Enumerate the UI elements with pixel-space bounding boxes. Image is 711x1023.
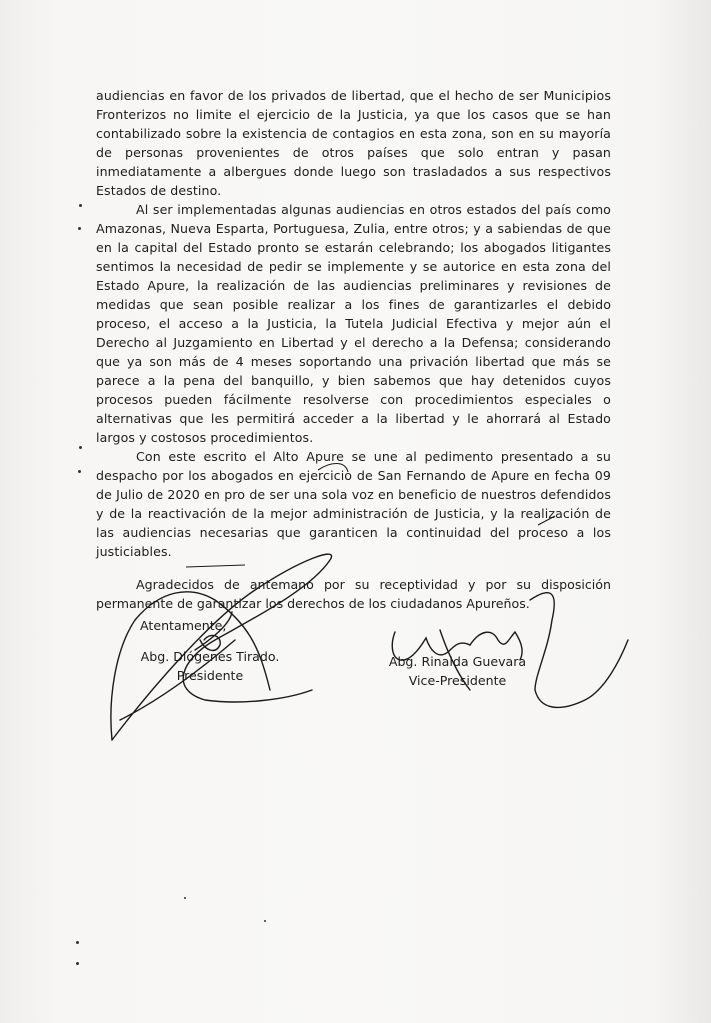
margin-mark [78, 227, 81, 230]
signature-block-president [125, 647, 295, 685]
margin-mark [184, 897, 186, 899]
paragraph-2: Al ser implementadas algunas audiencias en otros estados del país como Amazonas, Nueva Esparta, Portuguesa, Zulia, entre otros; y a sabiendas de que en la capital del Estado pronto se estarán celebrando; los abogados litigantes sentimos la necesidad de pedir se implemente y se autorice en esta zona del Estado Apure, la realización de las audiencias preliminares y revisiones de medidas que sean posible realizar a los fines de garantizarles el debido proceso, el acceso a la Justicia, la Tutela Judicial Efectiva y mejor aún el Derecho al Juzgamiento en Libertad y el derecho a la Defensa; considerando que ya son más de 4 meses soportando una privación libertad que más se parece a la pena del banquillo, y bien sabemos que hay detenidos cuyos procesos pueden fácilmente resolverse con procedimientos especiales o alternativas que les permitirá acceder a la libertad y le ahorrará al Estado largos y costosos procedimientos. [96, 202, 611, 445]
paragraph-1: audiencias en favor de los privados de libertad, que el hecho de ser Municipios Fronterizos no limite el ejercicio de la Justicia, ya que los casos que se han contabilizado sobre la existencia de contagios en esta zona, son en su mayoría de personas provenientes de otros países que solo entran y pasan inmediatamente a albergues donde luego son trasladados a sus respectivos Estados de destino. [96, 88, 611, 198]
closing-paragraph: Agradecidos de antemano por su receptividad y por su disposición permanente de garantizar los derechos de los ciudadanos Apureños. [96, 577, 611, 611]
signatory-name: Abg. Rinalda Guevara [388, 654, 527, 669]
margin-mark [264, 920, 266, 922]
margin-mark [76, 941, 79, 944]
closing-section [96, 575, 611, 635]
signatory-role: Vice-Presidente [408, 673, 507, 688]
margin-mark [76, 962, 79, 965]
signature-block-vice-president [375, 652, 540, 690]
signatory-name: Abg. Diógenes Tirado. [140, 649, 280, 664]
margin-mark [78, 470, 81, 473]
farewell: Atentamente, [140, 618, 227, 633]
document-body [96, 86, 611, 561]
signatory-role: Presidente [176, 668, 244, 683]
margin-mark [79, 204, 82, 207]
paragraph-3: Con este escrito el Alto Apure se une al pedimento presentado a su despacho por los abogados en ejercicio de San Fernando de Apure en fecha 09 de Julio de 2020 en pro de ser una sola voz en beneficio de nuestros defendidos y de la reactivación de la mejor administración de Justicia, y la realización de las audiencias necesarias que garanticen la continuidad del proceso a los justiciables. [96, 449, 611, 559]
margin-mark [79, 446, 82, 449]
